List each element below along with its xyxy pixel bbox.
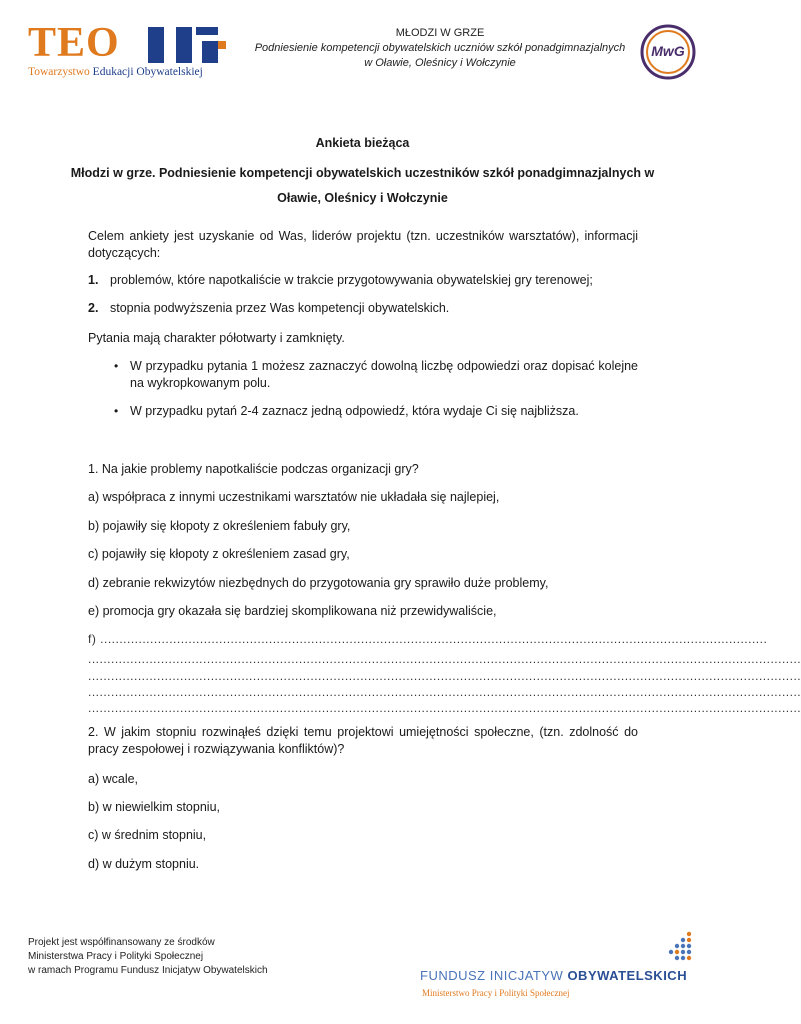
teo-logo-text: TEO [28,20,120,66]
header-project-info [240,26,640,71]
q1-option-e: e) promocja gry okazała się bardziej skomplikowana niż przewidywaliście, [88,604,497,618]
q1-option-c: c) pojawiły się kłopoty z określeniem zasad gry, [88,547,350,561]
q1-answer-line[interactable]: .......................................................................................................................................................................................... [88,652,801,666]
doc-subtitle-line1: Młodzi w grze. Podniesienie kompetencji obywatelskich uczestników szkół ponadgimnazjalnych w [70,166,655,180]
question-2: 2. W jakim stopniu rozwinąłeś dzięki temu projektowi umiejętności społeczne, (tzn. zdolność do pracy zespołowej i rozwiązywania konfliktów)? [88,725,638,756]
header-title: MŁODZI W GRZE [395,27,485,39]
numbered-item: 1. problemów, które napotkaliście w trakcie przygotowywania obywatelskiej gry terenowej; [88,273,593,287]
character-note: Pytania mają charakter półotwarty i zamknięty. [88,331,345,345]
q1-answer-line[interactable]: .......................................................................................................................................................................................... [88,685,801,699]
header-subtitle: Podniesienie kompetencji obywatelskich uczniów szkół ponadgimnazjalnych [254,42,626,54]
q1-option-a: a) współpraca z innymi uczestnikami warsztatów nie układała się najlepiej, [88,490,500,504]
doc-subtitle-line2: Oławie, Oleśnicy i Wołczynie [277,191,448,205]
teo-logo-subtitle: Towarzystwo Edukacji Obywatelskiej [28,66,203,78]
teo-logo-mark-icon [148,27,226,63]
header-locations: w Oławie, Oleśnicy i Wołczynie [364,57,516,69]
q2-option-c: c) w średnim stopniu, [88,828,207,842]
q1-answer-line[interactable]: .......................................................................................................................................................................................... [88,669,801,683]
q1-option-d: d) zebranie rekwizytów niezbędnych do przygotowania gry sprawiło duże problemy, [88,576,549,590]
fio-logo-text: FUNDUSZ INICJATYW OBYWATELSKICH [420,968,688,983]
mwg-badge-text: MwG [651,43,685,59]
q1-answer-line[interactable]: .......................................................................................................................................................................................... [88,701,801,715]
footer-funding-note: Projekt jest współfinansowany ze środków Ministerstwa Pracy i Polityki Społecznej w ramach Programu Fundusz Inicjatyw Obywatelskich [28,937,268,976]
doc-title: Ankieta bieżąca [315,136,410,150]
bullet-item: W przypadku pytań 2-4 zaznacz jedną odpowiedź, która wydaje Ci się najbliższa. [130,404,579,418]
fio-logo [420,930,695,1004]
bullet-dot-icon: • [114,359,119,373]
mwg-badge [640,24,696,80]
q2-option-a: a) wcale, [88,772,139,786]
q1-option-f-line[interactable]: f) .............................................................................................................................................................................. [88,632,768,646]
numbered-item: 2. stopnia podwyższenia przez Was kompetencji obywatelskich. [88,301,450,315]
fio-logo-subtitle: Ministerstwo Pracy i Polityki Społecznej [422,988,570,998]
q2-option-b: b) w niewielkim stopniu, [88,800,220,814]
q2-option-d: d) w dużym stopniu. [88,857,200,871]
fio-dots-icon [665,930,695,970]
bullet-dot-icon: • [114,404,119,418]
question-1: 1. Na jakie problemy napotkaliście podczas organizacji gry? [88,462,419,476]
intro-paragraph: Celem ankiety jest uzyskanie od Was, liderów projektu (tzn. uczestników warsztatów), informacji dotyczących: [88,229,638,260]
q1-option-b: b) pojawiły się kłopoty z określeniem fabuły gry, [88,519,351,533]
bullet-item: W przypadku pytania 1 możesz zaznaczyć dowolną liczbę odpowiedzi oraz dopisać kolejne na wykropkowanym polu. [130,359,638,390]
